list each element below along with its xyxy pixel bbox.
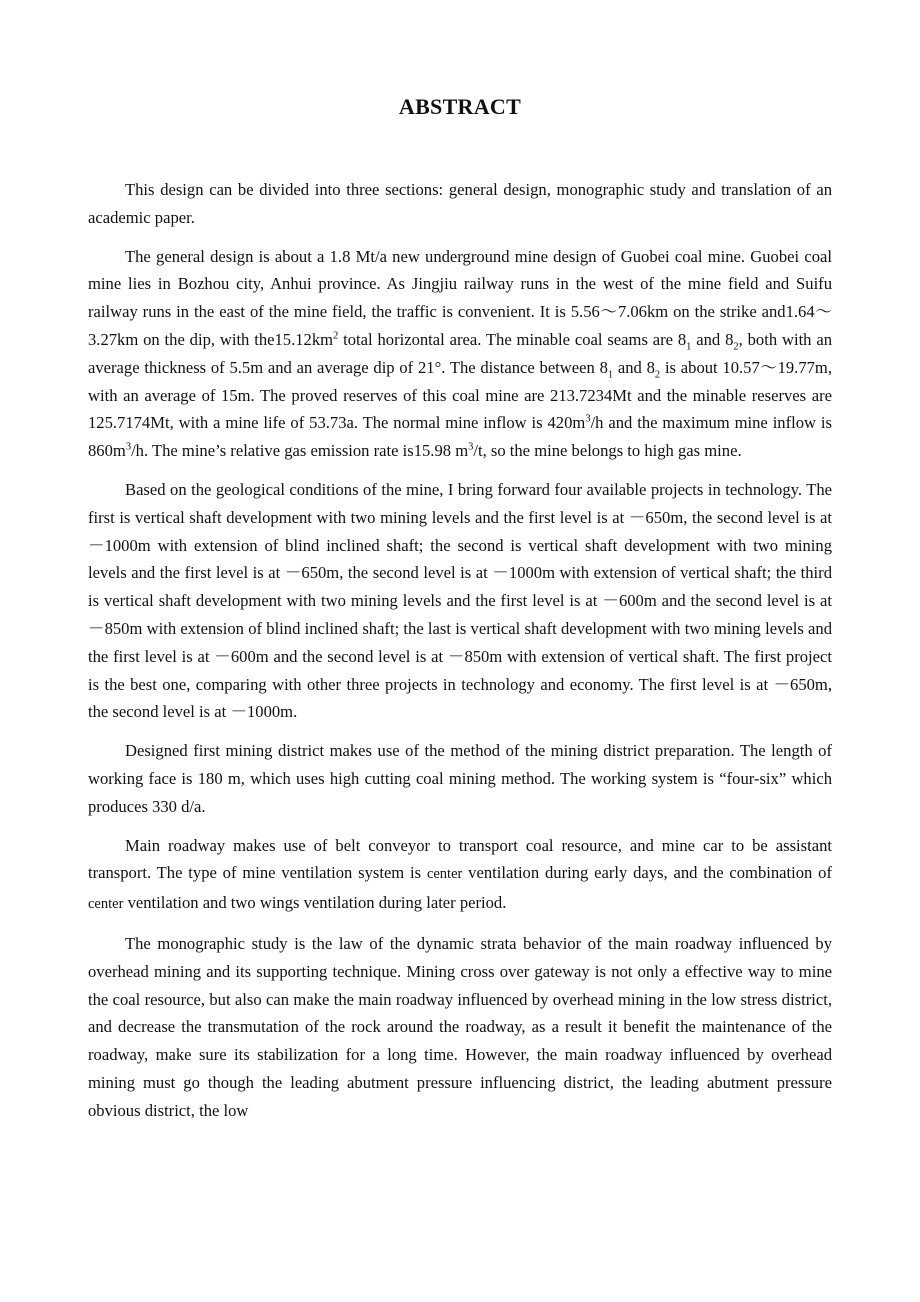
paragraph-overview: This design can be divided into three sections: general design, monographic study and translation of an academic paper.	[88, 180, 832, 227]
text-segment-small: center	[88, 896, 124, 913]
superscript: 3	[125, 441, 132, 453]
subscript: 2	[733, 341, 739, 353]
subscript: 2	[654, 369, 661, 381]
text-segment: is about 10.57～19.77m, with an average of 15m. The proved reserves of this coal mine are 213.7234Mt and the minable reserves are 125.7174Mt, with a mine life of 53.73a. The normal mine inflow is 420m	[88, 357, 832, 433]
document-title: ABSTRACT	[398, 94, 522, 119]
paragraph-general-design	[88, 243, 832, 465]
text-segment: ventilation and two wings ventilation during later period.	[123, 893, 507, 913]
superscript: 3	[468, 441, 474, 453]
text-segment-small: center	[426, 866, 463, 883]
text-segment: ventilation during early days, and the combination of	[462, 863, 832, 883]
text-segment: Main roadway makes use of belt conveyor to transport coal resource, and mine car to be assistant transport. The type of mine ventilation system is	[88, 835, 832, 883]
paragraph-monographic-study: The monographic study is the law of the dynamic strata behavior of the main roadway influenced by overhead mining and its supporting technique. Mining cross over gateway is not only a effective way to mine the coal resource, but also can make the main roadway influenced by overhead mining in the low stress district, and decrease the transmutation of the rock around the roadway, as a result it benefit the maintenance of the roadway, make sure its stabilization for a long time. However, the main roadway influenced by overhead mining must go though the leading abutment pressure influencing district, the leading abutment pressure obvious district, the low	[88, 933, 832, 1120]
text-segment: The general design is about a 1.8 Mt/a new underground mine design of Guobei coal mine. Guobei coal mine lies in Bozhou city, Anhui province. As Jingjiu railway runs in the west of the mine field and Suifu railway runs in the east of the mine field, the traffic is convenient. It is 5.56～7.06km on the strike and1.64～3.27km on the dip, with the15.12km	[88, 246, 832, 349]
text-segment: /h and the maximum mine inflow is 860m	[88, 413, 832, 461]
text-segment: /t, so the mine belongs to high gas mine.	[473, 441, 742, 461]
text-segment: /h. The mine’s relative gas emission rate is15.98 m	[131, 441, 469, 461]
paragraph-transport-ventilation	[88, 832, 832, 919]
text-segment: and 8	[613, 357, 655, 377]
text-segment: , both with an average thickness of 5.5m and an average dip of 21°. The distance between 8	[88, 329, 832, 377]
document-body	[88, 176, 832, 1136]
superscript: 3	[585, 413, 591, 425]
text-segment: and 8	[691, 329, 734, 349]
paragraph-projects: Based on the geological conditions of the mine, I bring forward four available projects in technology. The first is vertical shaft development with two mining levels and the first level is at －650m, the second level is at －1000m with extension of blind inclined shaft; the second is vertical shaft development with two mining levels and the first level is at －650m, the second level is at －1000m with extension of vertical shaft; the third is vertical shaft development with two mining levels and the first level is at －600m and the second level is at －850m with extension of blind inclined shaft; the last is vertical shaft development with two mining levels and the first level is at －600m and the second level is at －850m with extension of vertical shaft. The first project is the best one, comparing with other three projects in technology and economy. The first level is at －650m, the second level is at －1000m.	[88, 479, 832, 722]
paragraph-mining-district: Designed first mining district makes use of the method of the mining district preparation. The length of working face is 180 m, which uses high cutting coal mining method. The working system is “four-six” which produces 330 d/a.	[88, 741, 832, 816]
text-segment: total horizontal area. The minable coal seams are 8	[338, 329, 687, 349]
subscript: 1	[686, 341, 692, 353]
subscript: 1	[607, 369, 614, 381]
superscript: 2	[333, 330, 339, 342]
